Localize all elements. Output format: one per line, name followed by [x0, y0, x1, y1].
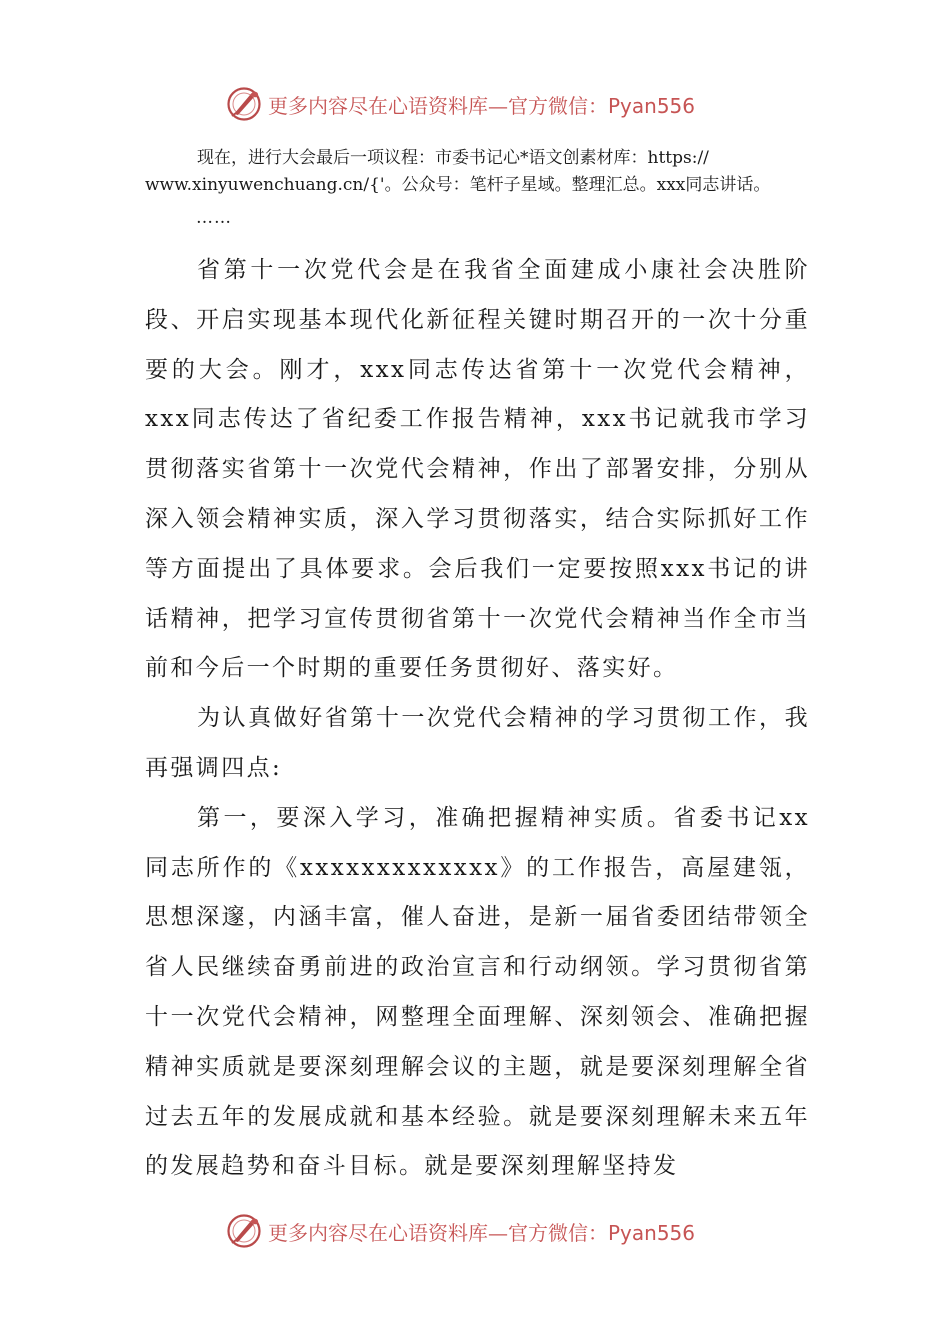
header-banner [226, 84, 695, 124]
banner-text: 更多内容尽在心语资料库—官方微信：Pyan556 [268, 1220, 696, 1245]
intro-line-2: www.xinyuwenchuang.cn/{'。公众号：笔杆子星域。整理汇总。xxx同志讲话。 [145, 175, 771, 195]
paragraph-1: 省第十一次党代会是在我省全面建成小康社会决胜阶段、开启实现基本现代化新征程关键时期召开的一次十分重要的大会。刚才，xxx同志传达省第十一次党代会精神，xxx同志传达了省纪委工作报告精神，xxx书记就我市学习贯彻落实省第十一次党代会精神，作出了部署安排，分别从深入领会精神实质，深入学习贯彻落实，结合实际抓好工作等方面提出了具体要求。会后我们一定要按照xxx书记的讲话精神，把学习宣传贯彻省第十一次党代会精神当作全市当前和今后一个时期的重要任务贯彻好、落实好。 [145, 257, 810, 682]
quill-logo-icon [226, 86, 262, 122]
speech-body [145, 246, 810, 1192]
quill-logo-icon [226, 1213, 262, 1249]
intro-paragraph [145, 145, 810, 199]
banner-text: 更多内容尽在心语资料库—官方微信：Pyan556 [268, 93, 696, 118]
paragraph-2: 为认真做好省第十一次党代会精神的学习贯彻工作，我再强调四点: [145, 705, 810, 781]
intro-line-1: 现在，进行大会最后一项议程：市委书记心*语文创素材库：https:// [197, 148, 709, 168]
ellipsis: …… [196, 208, 232, 228]
paragraph-3: 第一，要深入学习，准确把握精神实质。省委书记xx同志所作的《xxxxxxxxxxxxx》的工作报告，高屋建瓴，思想深邃，内涵丰富，催人奋进，是新一届省委团结带领全省人民继续奋勇前进的政治宣言和行动纲领。学习贯彻省第十一次党代会精神，网整理全面理解、深刻领会、准确把握精神实质就是要深刻理解会议的主题，就是要深刻理解全省过去五年的发展成就和基本经验。就是要深刻理解未来五年的发展趋势和奋斗目标。就是要深刻理解坚持发 [145, 804, 810, 1180]
footer-banner [226, 1211, 695, 1251]
